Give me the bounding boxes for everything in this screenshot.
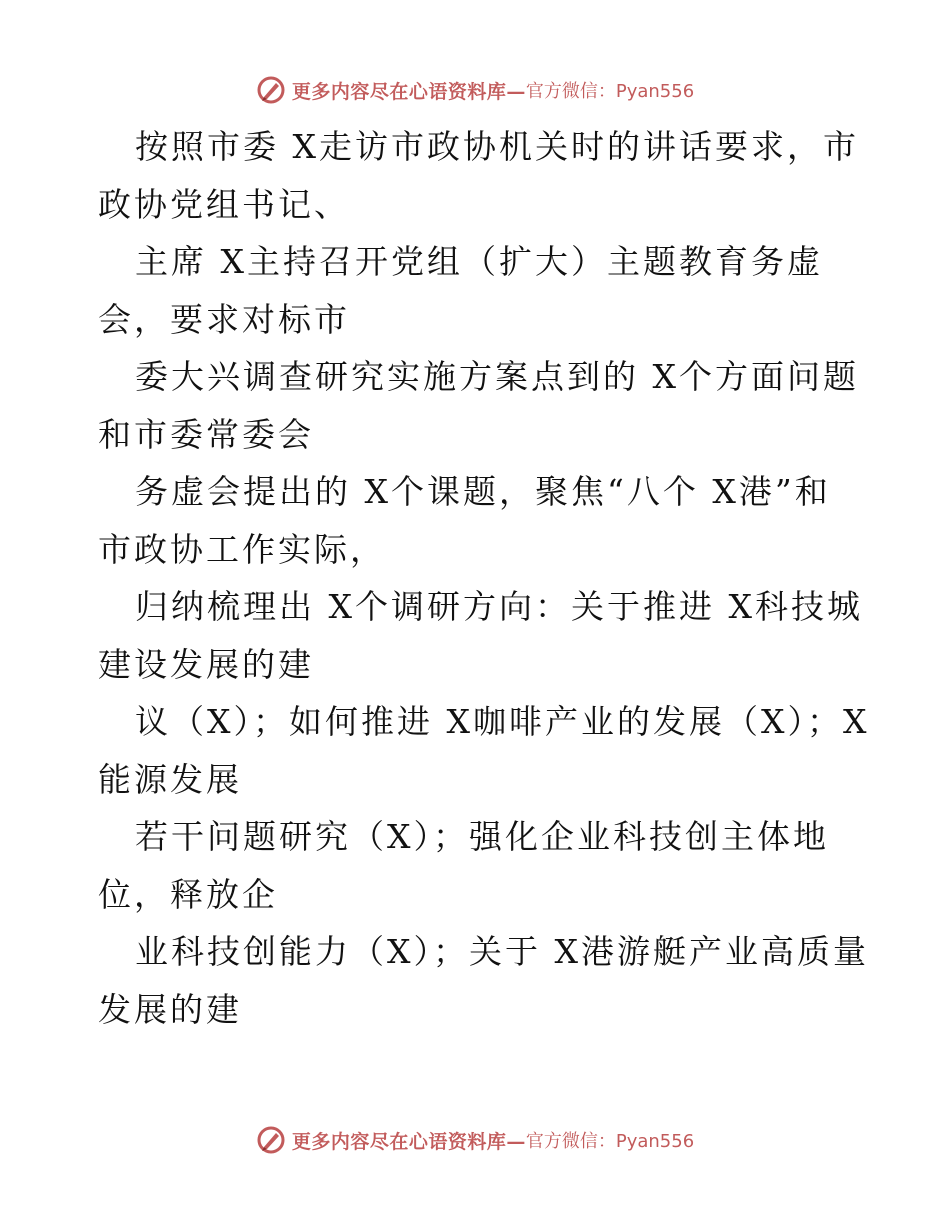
text-line: 委大兴调查研究实施方案点到的 X个方面问题 xyxy=(135,357,859,396)
footer-watermark xyxy=(0,1120,950,1160)
text-line: 政协党组书记、 xyxy=(98,184,350,224)
text-line: 务虚会提出的 X个课题，聚焦“八个 X港”和 xyxy=(135,472,831,511)
text-line: 市政协工作实际， xyxy=(98,529,386,569)
text-line: 能源发展 xyxy=(98,759,242,799)
pen-logo-icon xyxy=(256,1125,286,1155)
text-line: 主席 X主持召开党组（扩大）主题教育务虚 xyxy=(135,242,823,281)
text-line: 发展的建 xyxy=(98,989,242,1029)
body-paragraph xyxy=(98,118,870,1038)
text-line: 议（X）；如何推进 X咖啡产业的发展（X）；X xyxy=(135,702,870,741)
text-line: 建设发展的建 xyxy=(98,644,314,684)
watermark-wechat: 官方微信：Pyan556 xyxy=(525,81,695,102)
text-line: 和市委常委会 xyxy=(98,414,314,454)
text-line: 归纳梳理出 X个调研方向：关于推进 X科技城 xyxy=(135,587,863,626)
text-line: 若干问题研究（X）；强化企业科技创主体地 xyxy=(135,817,829,856)
header-watermark xyxy=(0,70,950,110)
pen-logo-icon xyxy=(256,75,286,105)
text-line: 位，释放企 xyxy=(98,874,278,914)
watermark-text: 更多内容尽在心语资料库— xyxy=(291,1130,526,1153)
watermark-wechat: 官方微信：Pyan556 xyxy=(525,1131,695,1152)
text-line: 业科技创能力（X）；关于 X港游艇产业高质量 xyxy=(135,932,869,971)
text-line: 会，要求对标市 xyxy=(98,299,350,339)
text-line: 按照市委 X走访市政协机关时的讲话要求，市 xyxy=(135,127,859,166)
watermark-text: 更多内容尽在心语资料库— xyxy=(291,80,526,103)
